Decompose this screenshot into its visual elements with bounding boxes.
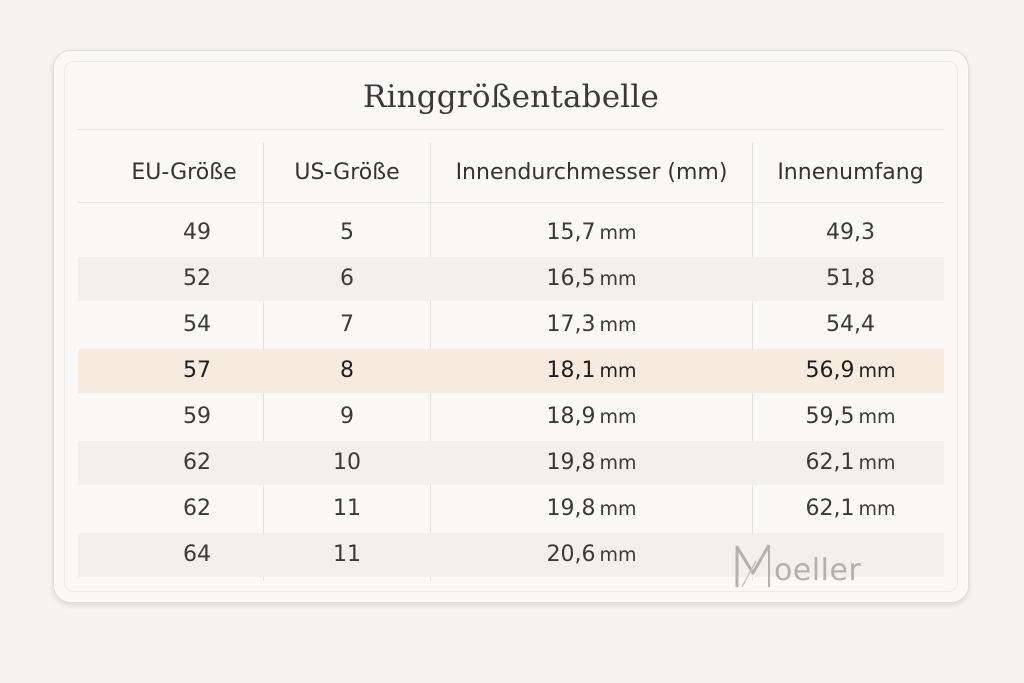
table-row: [78, 303, 944, 347]
brand-logo: [734, 539, 861, 589]
table-row: [78, 211, 944, 255]
column-header-us: US-Größe: [294, 160, 400, 185]
cell-unit: mm: [599, 498, 637, 520]
column-header-diameter: Innendurchmesser (mm): [455, 160, 728, 185]
cell-value: 54: [183, 312, 211, 337]
cell-diameter: [431, 441, 752, 485]
table-row: [78, 441, 944, 485]
column-header-eu: EU-Größe: [131, 160, 237, 185]
cell-unit: mm: [599, 314, 637, 336]
table-row: [78, 395, 944, 439]
page-title: Ringgrößentabelle: [362, 79, 660, 115]
cell-value: 52: [183, 266, 211, 291]
cell-value: 5: [340, 220, 354, 245]
cell-us: [264, 349, 430, 393]
cell-unit: mm: [858, 406, 896, 428]
cell-value: 8: [340, 358, 354, 383]
cell-unit: mm: [858, 452, 896, 474]
cell-value: 62: [183, 450, 211, 475]
cell-circumference: [753, 349, 948, 393]
brand-logo-text: oeller: [774, 553, 862, 588]
cell-value: 56,9: [805, 358, 855, 383]
cell-diameter: [431, 257, 752, 301]
cell-value: 49,3: [826, 220, 875, 245]
cell-value: 54,4: [826, 312, 875, 337]
cell-unit: mm: [599, 544, 637, 566]
cell-value: 51,8: [826, 266, 875, 291]
cell-us: [264, 211, 430, 255]
cell-value: 57: [183, 358, 211, 383]
size-chart-card: [53, 50, 969, 603]
cell-value: 62,1: [805, 450, 855, 475]
cell-value: 64: [183, 542, 211, 567]
cell-value: 17,3: [546, 312, 596, 337]
cell-value: 19,8: [546, 450, 596, 475]
cell-circumference: [753, 303, 948, 347]
cell-value: 9: [340, 404, 354, 429]
header-divider: [78, 202, 944, 203]
cell-circumference: [753, 441, 948, 485]
table-row: [78, 487, 944, 531]
cell-value: 16,5: [546, 266, 596, 291]
cell-unit: mm: [599, 268, 637, 290]
cell-diameter: [431, 303, 752, 347]
column-header-circumference: Innenumfang: [777, 160, 924, 185]
cell-diameter: [431, 395, 752, 439]
cell-diameter: [431, 533, 752, 577]
cell-value: 18,1: [546, 358, 596, 383]
m-monogram-icon: [734, 543, 772, 589]
cell-value: 18,9: [546, 404, 596, 429]
table-row: [78, 257, 944, 301]
table-row: [78, 349, 944, 393]
cell-us: [264, 441, 430, 485]
cell-unit: mm: [858, 360, 896, 382]
cell-value: 15,7: [546, 220, 596, 245]
cell-circumference: [753, 211, 948, 255]
cell-value: 19,8: [546, 496, 596, 521]
cell-us: [264, 487, 430, 531]
cell-value: 11: [333, 542, 361, 567]
cell-unit: mm: [858, 498, 896, 520]
cell-us: [264, 533, 430, 577]
cell-us: [264, 303, 430, 347]
cell-diameter: [431, 211, 752, 255]
cell-value: 6: [340, 266, 354, 291]
cell-value: 59: [183, 404, 211, 429]
cell-unit: mm: [599, 406, 637, 428]
cell-value: 62,1: [805, 496, 855, 521]
cell-diameter: [431, 487, 752, 531]
cell-value: 7: [340, 312, 354, 337]
cell-us: [264, 257, 430, 301]
cell-value: 11: [333, 496, 361, 521]
cell-unit: mm: [599, 360, 637, 382]
cell-us: [264, 395, 430, 439]
cell-value: 62: [183, 496, 211, 521]
title-divider: [78, 129, 944, 130]
cell-value: 20,6: [546, 542, 596, 567]
cell-circumference: [753, 487, 948, 531]
cell-circumference: [753, 395, 948, 439]
cell-value: 10: [333, 450, 361, 475]
cell-unit: mm: [599, 452, 637, 474]
cell-diameter: [431, 349, 752, 393]
cell-value: 59,5: [805, 404, 855, 429]
cell-unit: mm: [599, 222, 637, 244]
cell-value: 49: [183, 220, 211, 245]
cell-circumference: [753, 257, 948, 301]
